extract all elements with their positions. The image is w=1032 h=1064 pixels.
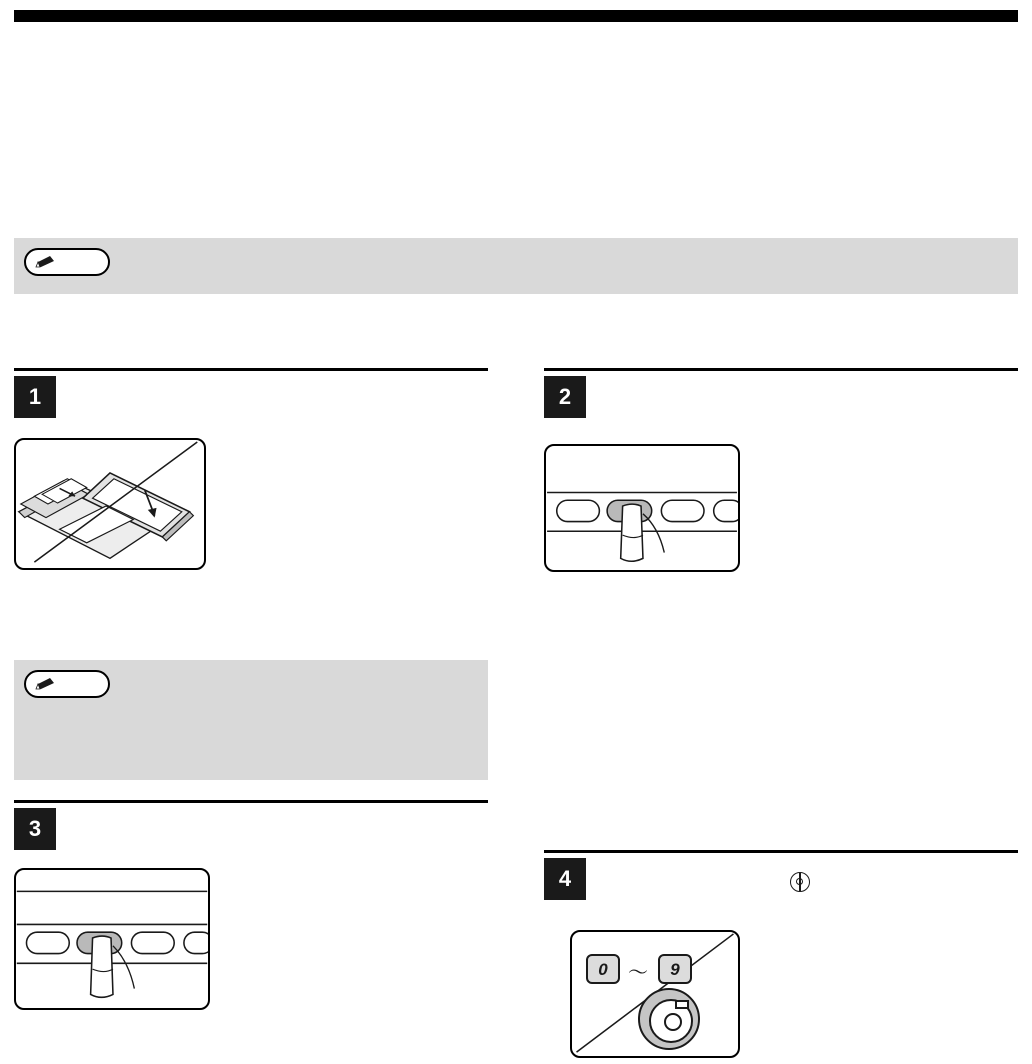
start-key-tab	[675, 1000, 689, 1009]
step-1-rule	[14, 368, 488, 371]
step-4-number: 4	[544, 858, 586, 900]
pencil-icon-2	[35, 677, 57, 691]
numeric-key-first: 0	[586, 954, 620, 984]
pencil-note-icon-2	[24, 670, 110, 698]
step-2-number: 2	[544, 376, 586, 418]
note-box-top	[14, 238, 1018, 294]
step-4-rule	[544, 850, 1018, 853]
step-3-rule	[14, 800, 488, 803]
page-top-rule	[14, 10, 1018, 22]
start-key-small-dot	[796, 878, 803, 885]
pencil-note-icon	[24, 248, 110, 276]
operation-panel-drawing-3	[16, 870, 208, 1008]
step-1-number: 1	[14, 376, 56, 418]
illustration-operation-panel-3	[14, 868, 210, 1010]
start-key-icon	[638, 988, 700, 1050]
illustration-numeric-and-start	[570, 930, 740, 1058]
range-separator: ～	[628, 962, 648, 984]
document-feeder-drawing	[16, 440, 204, 568]
note-box-middle	[14, 660, 488, 780]
start-key-glyph	[664, 1013, 682, 1031]
numeric-key-last: 9	[658, 954, 692, 984]
illustration-document-placement	[14, 438, 206, 570]
step-2-rule	[544, 368, 1018, 371]
pencil-icon	[35, 255, 57, 269]
start-key-small-icon	[790, 872, 810, 892]
operation-panel-drawing-2	[546, 446, 738, 570]
start-key-inner	[649, 999, 693, 1043]
step-3-number: 3	[14, 808, 56, 850]
illustration-operation-panel-2	[544, 444, 740, 572]
